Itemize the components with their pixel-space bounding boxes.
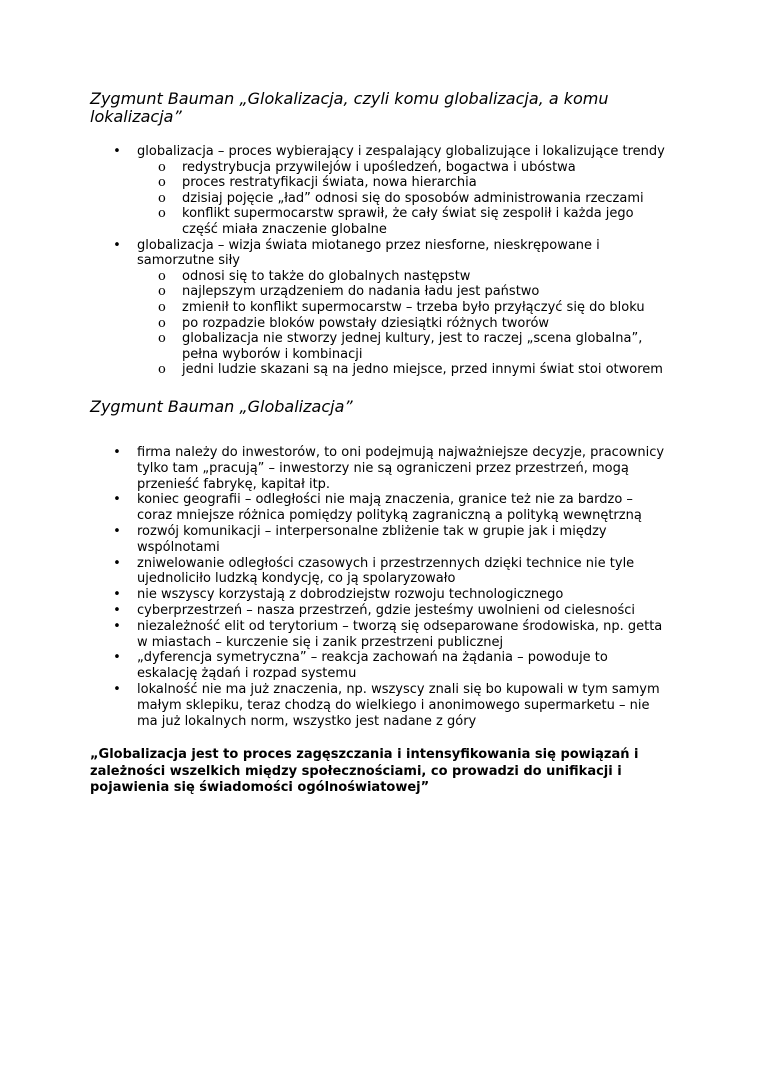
circle-bullet-icon: o: [158, 206, 166, 222]
sub-list-item: o proces restratyfikacji świata, nowa hierarchia: [158, 175, 477, 191]
sub-list-item: o globalizacja nie stworzy jednej kultury, jest to raczej „scena globalna”, pełna wyborów i kombinacji: [158, 331, 643, 362]
circle-bullet-icon: o: [158, 284, 166, 300]
definition-quote: „Globalizacja jest to proces zagęszczania i intensyfikowania się powiązań i zależności wszelkich między społecznościami, co prowadzi do unifikacji i pojawienia się świadomości ogólnoświatowej”: [90, 747, 639, 795]
circle-bullet-icon: o: [158, 315, 166, 331]
circle-bullet-icon: o: [158, 268, 166, 284]
circle-bullet-icon: o: [158, 299, 166, 315]
list-item: • „dyferencja symetryczna” – reakcja zachowań na żądania – powoduje to eskalację żądań i rozpad systemu: [113, 650, 608, 682]
sub-list-item: o jedni ludzie skazani są na jedno miejsce, przed innymi świat stoi otworem: [158, 362, 663, 378]
circle-bullet-icon: o: [158, 362, 166, 378]
bullet-icon: •: [113, 492, 121, 508]
list-item: • niezależność elit od terytorium – tworzą się odseparowane środowiska, np. getta w miastach – kurczenie się i zanik przestrzeni publicznej: [113, 618, 663, 650]
list-item: • zniwelowanie odległości czasowych i przestrzennych dzięki technice nie tyle ujednoliciło ludzką kondycję, co ją spolaryzowało: [113, 555, 635, 587]
section1-title: Zygmunt Bauman „Glokalizacja, czyli komu globalizacja, a komu lokalizacja”: [90, 89, 609, 126]
section2-list: [0, 445, 670, 729]
section2-title: Zygmunt Bauman „Globalizacja”: [90, 397, 353, 416]
circle-bullet-icon: o: [158, 175, 166, 191]
list-item: • nie wszyscy korzystają z dobrodziejstw rozwoju technologicznego: [113, 587, 564, 603]
list-item: [0, 238, 670, 378]
bullet-icon: •: [113, 237, 121, 253]
bullet-icon: •: [113, 618, 121, 634]
circle-bullet-icon: o: [158, 159, 166, 175]
list-item: • rozwój komunikacji – interpersonalne zbliżenie tak w grupie jak i między wspólnotami: [113, 523, 607, 555]
bullet-icon: •: [113, 602, 121, 618]
list-item: • cyberprzestrzeń – nasza przestrzeń, gdzie jesteśmy uwolnieni od cielesności: [113, 602, 636, 618]
sub-list-item: o zmienił to konflikt supermocarstw – trzeba było przyłączyć się do bloku: [158, 299, 645, 315]
list-item: • lokalność nie ma już znaczenia, np. wszyscy znali się bo kupowali w tym samym małym sklepiku, teraz chodzą do wielkiego i anonimowego supermarketu – nie ma już lokalnych norm, wszystko jest nadane z góry: [113, 681, 660, 729]
sub-list-item: o najlepszym urządzeniem do nadania ładu jest państwo: [158, 284, 540, 300]
list-item: • firma należy do inwestorów, to oni podejmują najważniejsze decyzje, pracownicy tylko tam „pracują” – inwestorzy nie są ograniczeni przez przestrzeń, mogą przenieść fabrykę, kapitał itp.: [113, 445, 665, 492]
circle-bullet-icon: o: [158, 190, 166, 206]
sub-list-item: o odnosi się to także do globalnych następstw: [158, 268, 471, 284]
sub-list-item: o konflikt supermocarstw sprawił, że cały świat się zespolił i każda jego część miała znaczenie globalne: [158, 206, 634, 237]
bullet-icon: •: [113, 555, 121, 571]
list-item: [0, 144, 670, 238]
section1-list: [0, 144, 670, 378]
sub-list: [137, 269, 670, 378]
circle-bullet-icon: o: [158, 331, 166, 347]
bullet-icon: •: [113, 445, 121, 460]
bullet-icon: •: [113, 523, 121, 539]
list-item-text: globalizacja – wizja świata miotanego przez niesforne, nieskrępowane i samorzutne siły: [137, 237, 600, 269]
bullet-icon: •: [113, 144, 121, 159]
sub-list-item: o po rozpadzie bloków powstały dziesiątki różnych tworów: [158, 315, 550, 331]
bullet-icon: •: [113, 587, 121, 603]
bullet-icon: •: [113, 681, 121, 697]
sub-list-item: o redystrybucja przywilejów i upośledzeń, bogactwa i ubóstwa: [158, 159, 576, 175]
sub-list-item: o dzisiaj pojęcie „ład” odnosi się do sposobów administrowania rzeczami: [158, 190, 644, 206]
list-item-text: globalizacja – proces wybierający i zespalający globalizujące i lokalizujące trendy: [137, 144, 665, 159]
list-item: • koniec geografii – odległości nie mają znaczenia, granice też nie za bardzo – coraz mniejsze różnica pomiędzy polityką zagraniczną a polityką wewnętrzną: [113, 492, 642, 524]
bullet-icon: •: [113, 650, 121, 666]
sub-list: [137, 160, 670, 238]
